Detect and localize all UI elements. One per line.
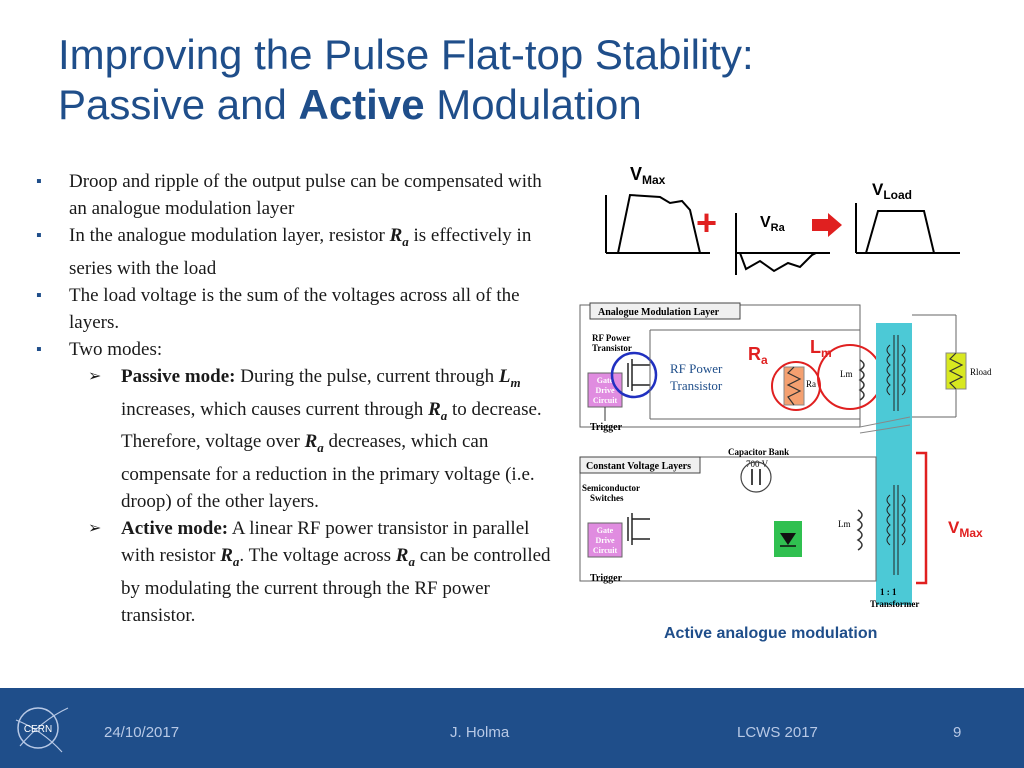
cern-logo-icon — [12, 700, 72, 758]
analogue-layer-label: Analogue Modulation Layer — [598, 307, 720, 318]
footer-page-number: 9 — [953, 724, 962, 741]
ra-resistor — [784, 367, 804, 405]
sub-bullet-active — [36, 515, 556, 629]
title-line-2 — [58, 80, 958, 130]
active-text-3: can be controlled by modulating the current through the RF power transistor. — [121, 545, 551, 626]
svg-text:Drive: Drive — [595, 536, 615, 545]
semiconductor-label-1: Semiconductor — [582, 483, 640, 493]
sub-bullet-passive — [36, 363, 556, 515]
vmax-right-label: $V_{Max}$ — [948, 518, 983, 540]
transformer-label: Transformer — [870, 599, 920, 609]
constant-voltage-label: Constant Voltage Layers — [586, 461, 692, 472]
footer-author: J. Holma — [450, 724, 510, 741]
symbol-lm: $L_m$ — [498, 365, 521, 390]
diagram-caption: Active analogue modulation — [664, 625, 878, 642]
footer-event: LCWS 2017 — [737, 724, 818, 741]
symbol-ra-2: $R_a$ — [428, 398, 448, 423]
ra-small-label: Ra — [806, 379, 816, 389]
arrow-right-icon — [812, 213, 842, 237]
vload-label: $V_{Load}$ — [872, 180, 913, 202]
vmax-label: $V_{Max}$ — [630, 164, 666, 187]
rf-transistor-label-1: RF Power — [670, 361, 723, 376]
lm-small-label-2: Lm — [838, 519, 851, 529]
bullet-3-text: The load voltage is the sum of the voltages across all of the layers. — [69, 284, 520, 333]
vra-label: $V_{Ra}$ — [760, 214, 785, 234]
bullet-list — [36, 168, 556, 629]
svg-text:Gate: Gate — [596, 526, 614, 535]
symbol-ra: $R_a$ — [389, 225, 409, 249]
lm-small-label: Lm — [840, 369, 853, 379]
transformer-ratio: 1 : 1 — [880, 587, 897, 597]
bullet-droop-text: Droop and ripple of the output pulse can be compensated with an analogue modulation layer — [69, 171, 542, 219]
title-line-2-pre: Passive and — [58, 81, 299, 128]
title-line-2-post: Modulation — [424, 81, 642, 128]
bullet-2-post: is effectively in series with the load — [69, 225, 532, 279]
passive-text-1: During the pulse, current through — [235, 365, 499, 387]
footer-date: 24/10/2017 — [104, 724, 180, 741]
capacitor-voltage: 700 V — [746, 459, 769, 469]
rf-transistor-symbol — [628, 359, 650, 391]
bullet-4-text: Two modes: — [69, 338, 163, 360]
bullet-2-pre: In the analogue modulation layer, resistor — [69, 225, 390, 246]
title-line-1: Improving the Pulse Flat-top Stability: — [58, 31, 754, 78]
symbol-ra-5: $R_a$ — [395, 545, 415, 569]
symbol-ra-3: $R_a$ — [304, 431, 324, 456]
lm-big-label: $L_m$ — [810, 337, 832, 360]
bullet-analogue-layer — [36, 222, 556, 282]
slide-title — [58, 30, 958, 130]
trigger-1: Trigger — [590, 422, 623, 433]
rload-label: Rload — [970, 367, 992, 377]
svg-text:CERN: CERN — [23, 724, 53, 735]
active-text-2: . The voltage across — [239, 545, 396, 567]
capacitor-bank-label: Capacitor Bank — [728, 447, 790, 457]
vload-waveform — [856, 203, 960, 253]
active-text-1: A linear RF power transistor in parallel with resistor — [121, 518, 530, 567]
lm-inductor — [860, 360, 864, 400]
svg-text:Circuit: Circuit — [592, 546, 618, 555]
rf-transistor-caption-2: Transistor — [592, 343, 632, 353]
rf-transistor-caption-1: RF Power — [592, 333, 631, 343]
semiconductor-label-2: Switches — [590, 493, 624, 503]
symbol-ra-4: $R_a$ — [220, 545, 240, 569]
svg-text:Circuit: Circuit — [592, 396, 618, 405]
bullet-two-modes — [36, 336, 556, 363]
plus-icon: + — [696, 202, 718, 243]
vmax-bracket — [916, 453, 926, 583]
passive-label: Passive mode: — [121, 365, 236, 387]
passive-text-4: decreases, which can compensate for a reduction in the primary voltage (i.e. droop) of the other layers. — [121, 431, 535, 513]
bullet-droop — [36, 168, 556, 222]
constant-voltage-box — [580, 457, 876, 581]
semiconductor-switch-symbol — [628, 513, 650, 545]
active-label: Active mode: — [121, 518, 229, 540]
svg-text:Gate: Gate — [596, 376, 614, 385]
title-line-2-bold: Active — [298, 81, 425, 128]
passive-text-2: increases, which causes current through — [121, 398, 429, 420]
passive-text-3: to decrease. Therefore, voltage over — [121, 398, 542, 453]
lm-inductor-2 — [858, 510, 862, 550]
trigger-2: Trigger — [590, 573, 623, 584]
bullet-load-voltage — [36, 282, 556, 336]
svg-text:Drive: Drive — [595, 386, 615, 395]
modulation-diagram — [560, 155, 1020, 625]
vmax-waveform — [606, 195, 710, 253]
ra-big-label: $R_a$ — [748, 344, 768, 367]
rf-transistor-label-2: Transistor — [670, 378, 723, 393]
